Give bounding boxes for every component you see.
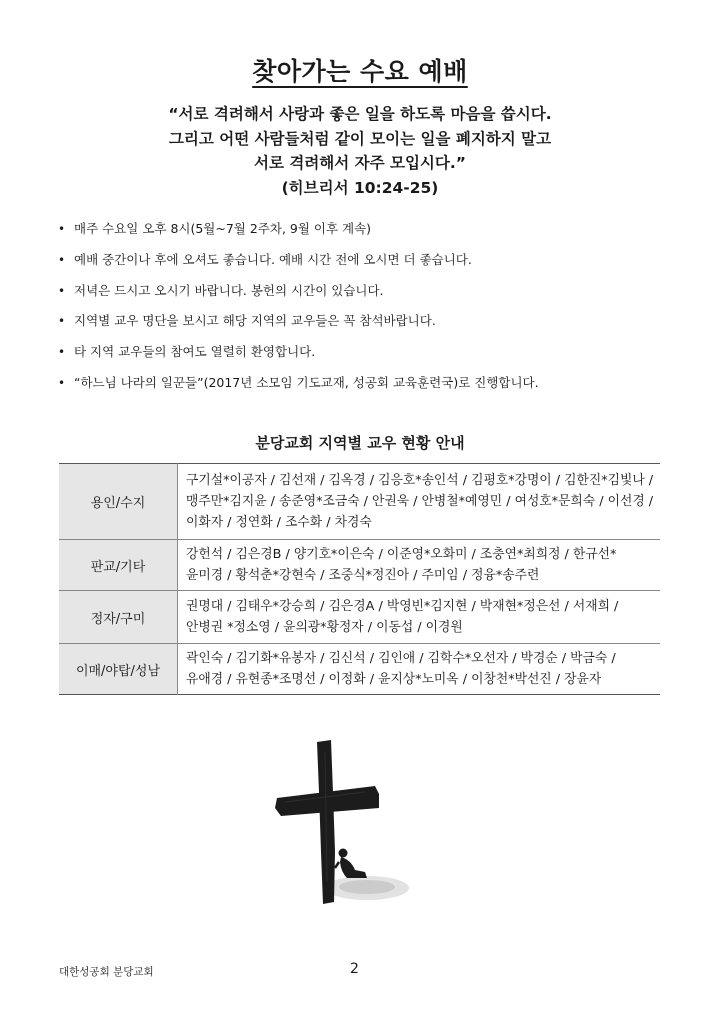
region-name: 판교/기타 bbox=[59, 540, 178, 591]
table-row bbox=[59, 644, 660, 695]
page-title-text: 찾아가는 수요 예배 bbox=[252, 57, 468, 86]
region-members: 구기설*이공자 / 김선재 / 김옥경 / 김응호*송인석 / 김평호*강명이 / 김한진*김빛나 / 맹주만*김지윤 / 송준영*조금숙 / 안권욱 / 안병철*예영민 / 여성호*문희숙 / 이선경 / 이화자 / 정연화 / 조수화 / 차경숙 bbox=[186, 472, 654, 530]
table-row bbox=[59, 464, 660, 540]
region-table bbox=[59, 463, 660, 695]
region-name: 정자/구미 bbox=[59, 591, 178, 644]
table-row bbox=[59, 540, 660, 591]
table-row bbox=[59, 591, 660, 644]
info-list bbox=[58, 220, 678, 405]
quote-line: 그리고 어떤 사람들처럼 같이 모이는 일을 폐지하지 말고 bbox=[168, 129, 552, 148]
quote-line: “서로 격려해서 사랑과 좋은 일을 하도록 마음을 씁시다. bbox=[168, 105, 552, 123]
quote-line: 서로 격려해서 자주 모입시다.” bbox=[254, 154, 466, 172]
quote-reference: (히브리서 10:24-25) bbox=[281, 178, 439, 197]
list-item: • 지역별 교우 명단을 보시고 해당 지역의 교우들은 꼭 참석바랍니다. bbox=[58, 312, 678, 343]
list-item: • 타 지역 교우들의 참여도 열렬히 환영합니다. bbox=[58, 343, 678, 374]
region-name: 이매/야탑/성남 bbox=[59, 644, 178, 695]
scripture-quote bbox=[60, 102, 660, 200]
footer-organization: 대한성공회 분당교회 bbox=[59, 966, 154, 978]
list-item: • 저녁은 드시고 오시기 바랍니다. 봉헌의 시간이 있습니다. bbox=[58, 282, 678, 313]
page-title bbox=[0, 52, 720, 88]
list-item: • 매주 수요일 오후 8시(5월~7월 2주차, 9월 이후 계속) bbox=[58, 220, 678, 251]
section-title: 분당교회 지역별 교우 현황 안내 bbox=[255, 434, 465, 452]
region-members: 권명대 / 김태우*강승희 / 김은경A / 박영빈*김지현 / 박재현*정은선 / 서재희 / 안병권 *정소영 / 윤의광*황정자 / 이동섭 / 이경원 bbox=[178, 591, 661, 644]
list-item: • 예배 중간이나 후에 오셔도 좋습니다. 예배 시간 전에 오시면 더 좋습니다. bbox=[58, 251, 678, 282]
page-number: 2 bbox=[350, 961, 359, 977]
cross-illustration bbox=[255, 732, 425, 932]
cross-with-kneeling-figure-icon bbox=[255, 732, 425, 932]
region-name: 용인/수지 bbox=[59, 464, 178, 540]
region-members: 강헌석 / 김은경B / 양기호*이은숙 / 이준영*오화미 / 조충연*최희정 / 한규선* 윤미경 / 황석춘*강현숙 / 조중식*정진아 / 주미임 / 정융*송주련 bbox=[178, 540, 661, 591]
region-members: 곽인숙 / 김기화*유봉자 / 김신석 / 김인애 / 김학수*오선자 / 박경순 / 박금숙 / 유애경 / 유현종*조명선 / 이정화 / 윤지상*노미옥 / 이창천*박선진 / 장윤자 bbox=[178, 644, 661, 695]
list-item: • “하느님 나라의 일꾼들”(2017년 소모임 기도교재, 성공회 교육훈련국)로 진행합니다. bbox=[58, 374, 678, 405]
